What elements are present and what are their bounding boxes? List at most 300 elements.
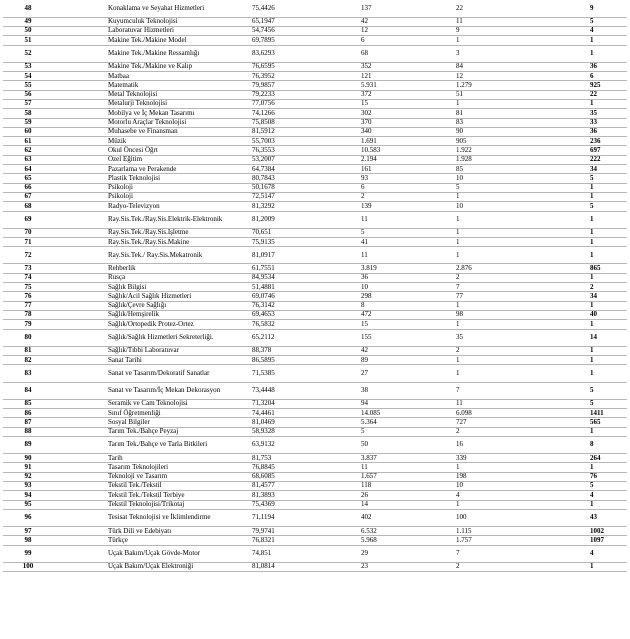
table-row bbox=[3, 463, 627, 472]
row-number: 54 bbox=[3, 72, 106, 81]
program-name: Makine Tek./Makine ve Kalıp bbox=[106, 62, 246, 71]
count-2: 2 bbox=[434, 273, 534, 282]
program-name: Rehberlik bbox=[106, 264, 246, 273]
count-1: 298 bbox=[339, 292, 434, 301]
table-row bbox=[3, 202, 627, 211]
count-3: 5 bbox=[534, 17, 627, 26]
count-3: 1 bbox=[534, 356, 627, 365]
row-number: 71 bbox=[3, 238, 106, 247]
count-2: 22 bbox=[434, 0, 534, 17]
count-1: 1.657 bbox=[339, 472, 434, 481]
ratio-value: 81,753 bbox=[246, 454, 339, 463]
count-3: 1 bbox=[534, 211, 627, 228]
ratio-value: 76,3553 bbox=[246, 146, 339, 155]
table-row bbox=[3, 62, 627, 71]
ratio-value: 69,4653 bbox=[246, 310, 339, 319]
ratio-value: 64,7384 bbox=[246, 165, 339, 174]
count-3: 1 bbox=[534, 427, 627, 436]
program-name: Sanat ve Tasarım/Dekoratif Sanatlar bbox=[106, 365, 246, 382]
count-2: 5 bbox=[434, 183, 534, 192]
table-row bbox=[3, 264, 627, 273]
count-2: 2 bbox=[434, 562, 534, 571]
count-1: 155 bbox=[339, 329, 434, 346]
count-2: 1.928 bbox=[434, 155, 534, 164]
count-1: 372 bbox=[339, 90, 434, 99]
count-1: 5.364 bbox=[339, 418, 434, 427]
count-2: 1.922 bbox=[434, 146, 534, 155]
table-row bbox=[3, 427, 627, 436]
count-1: 5.931 bbox=[339, 81, 434, 90]
count-1: 121 bbox=[339, 72, 434, 81]
count-2: 1 bbox=[434, 365, 534, 382]
program-name: Sağlık/Hemşirelik bbox=[106, 310, 246, 319]
table-row bbox=[3, 211, 627, 228]
row-number: 97 bbox=[3, 527, 106, 536]
count-1: 6.532 bbox=[339, 527, 434, 536]
ratio-value: 69,0746 bbox=[246, 292, 339, 301]
row-number: 73 bbox=[3, 264, 106, 273]
program-name: Tekstil Tek./Tekstil bbox=[106, 481, 246, 490]
count-2: 1 bbox=[434, 99, 534, 108]
program-name: Ray.Sis.Tek./ Ray.Sis.Mekatronik bbox=[106, 247, 246, 264]
ratio-value: 83,6293 bbox=[246, 45, 339, 62]
program-name: Mobilya ve İç Mekan Tasarımı bbox=[106, 109, 246, 118]
count-3: 43 bbox=[534, 509, 627, 526]
row-number: 86 bbox=[3, 409, 106, 418]
count-2: 11 bbox=[434, 399, 534, 408]
table-row bbox=[3, 165, 627, 174]
row-number: 89 bbox=[3, 436, 106, 453]
ratio-value: 65,1947 bbox=[246, 17, 339, 26]
count-3: 2 bbox=[534, 283, 627, 292]
count-2: 77 bbox=[434, 292, 534, 301]
count-1: 68 bbox=[339, 45, 434, 62]
count-3: 36 bbox=[534, 62, 627, 71]
program-name: Tekstil Teknolojisi/Trikotaj bbox=[106, 500, 246, 509]
count-1: 29 bbox=[339, 545, 434, 562]
table-row bbox=[3, 356, 627, 365]
program-name: Türkçe bbox=[106, 536, 246, 545]
row-number: 90 bbox=[3, 454, 106, 463]
table-row bbox=[3, 146, 627, 155]
count-3: 1097 bbox=[534, 536, 627, 545]
ratio-value: 79,2233 bbox=[246, 90, 339, 99]
row-number: 48 bbox=[3, 0, 106, 17]
count-1: 50 bbox=[339, 436, 434, 453]
ratio-value: 81,0469 bbox=[246, 418, 339, 427]
ratio-value: 76,8321 bbox=[246, 536, 339, 545]
count-3: 565 bbox=[534, 418, 627, 427]
table-row bbox=[3, 418, 627, 427]
count-3: 4 bbox=[534, 26, 627, 35]
table-row bbox=[3, 382, 627, 399]
ratio-value: 68,6085 bbox=[246, 472, 339, 481]
ratio-value: 75,8508 bbox=[246, 118, 339, 127]
count-3: 1 bbox=[534, 238, 627, 247]
count-3: 1 bbox=[534, 301, 627, 310]
count-1: 11 bbox=[339, 463, 434, 472]
count-1: 10 bbox=[339, 283, 434, 292]
row-number: 51 bbox=[3, 36, 106, 45]
count-1: 12 bbox=[339, 26, 434, 35]
count-2: 339 bbox=[434, 454, 534, 463]
count-1: 15 bbox=[339, 99, 434, 108]
table-row bbox=[3, 192, 627, 201]
count-1: 340 bbox=[339, 127, 434, 136]
row-number: 91 bbox=[3, 463, 106, 472]
table-row bbox=[3, 0, 627, 17]
count-1: 38 bbox=[339, 382, 434, 399]
ratio-value: 71,5385 bbox=[246, 365, 339, 382]
row-number: 62 bbox=[3, 146, 106, 155]
row-number: 76 bbox=[3, 292, 106, 301]
count-2: 10 bbox=[434, 174, 534, 183]
count-1: 139 bbox=[339, 202, 434, 211]
program-name: Teknoloji ve Tasarım bbox=[106, 472, 246, 481]
program-name: Ray.Sis.Tek./Ray.Sis.Elektrik-Elektronik bbox=[106, 211, 246, 228]
ratio-value: 81,2009 bbox=[246, 211, 339, 228]
row-number: 56 bbox=[3, 90, 106, 99]
count-1: 27 bbox=[339, 365, 434, 382]
program-name: Pazarlama ve Perakende bbox=[106, 165, 246, 174]
table-row bbox=[3, 527, 627, 536]
row-number: 94 bbox=[3, 491, 106, 500]
table-row bbox=[3, 36, 627, 45]
program-name: Tarım Tek./Bahçe ve Tarla Bitkileri bbox=[106, 436, 246, 453]
ratio-value: 71,1194 bbox=[246, 509, 339, 526]
count-3: 1 bbox=[534, 99, 627, 108]
program-name: Seramik ve Cam Teknolojisi bbox=[106, 399, 246, 408]
row-number: 83 bbox=[3, 365, 106, 382]
count-2: 2.876 bbox=[434, 264, 534, 273]
ratio-value: 80,7843 bbox=[246, 174, 339, 183]
row-number: 70 bbox=[3, 228, 106, 237]
count-2: 727 bbox=[434, 418, 534, 427]
count-3: 1 bbox=[534, 192, 627, 201]
ratio-value: 81,0814 bbox=[246, 562, 339, 571]
ratio-value: 55,7003 bbox=[246, 137, 339, 146]
count-1: 93 bbox=[339, 174, 434, 183]
program-name: Matematik bbox=[106, 81, 246, 90]
row-number: 88 bbox=[3, 427, 106, 436]
count-1: 5.968 bbox=[339, 536, 434, 545]
row-number: 55 bbox=[3, 81, 106, 90]
count-1: 23 bbox=[339, 562, 434, 571]
ratio-value: 54,7456 bbox=[246, 26, 339, 35]
program-name: Tesisat Teknolojisi ve İklimlendirme bbox=[106, 509, 246, 526]
program-name: Tasarım Teknolojileri bbox=[106, 463, 246, 472]
ratio-value: 81,5912 bbox=[246, 127, 339, 136]
ratio-value: 70,651 bbox=[246, 228, 339, 237]
program-name: Müzik bbox=[106, 137, 246, 146]
data-table bbox=[3, 0, 627, 572]
count-1: 2 bbox=[339, 192, 434, 201]
count-3: 865 bbox=[534, 264, 627, 273]
row-number: 77 bbox=[3, 301, 106, 310]
ratio-value: 74,851 bbox=[246, 545, 339, 562]
count-1: 94 bbox=[339, 399, 434, 408]
count-3: 5 bbox=[534, 202, 627, 211]
row-number: 61 bbox=[3, 137, 106, 146]
program-name: Uçak Bakım/Uçak Elektroniği bbox=[106, 562, 246, 571]
count-2: 3 bbox=[434, 45, 534, 62]
count-1: 5 bbox=[339, 427, 434, 436]
count-3: 34 bbox=[534, 165, 627, 174]
count-1: 89 bbox=[339, 356, 434, 365]
program-name: Sosyal Bilgiler bbox=[106, 418, 246, 427]
table-row bbox=[3, 509, 627, 526]
count-1: 8 bbox=[339, 301, 434, 310]
count-2: 7 bbox=[434, 545, 534, 562]
row-number: 53 bbox=[3, 62, 106, 71]
count-2: 1 bbox=[434, 211, 534, 228]
count-1: 161 bbox=[339, 165, 434, 174]
count-3: 36 bbox=[534, 127, 627, 136]
count-3: 22 bbox=[534, 90, 627, 99]
count-3: 9 bbox=[534, 0, 627, 17]
ratio-value: 53,2007 bbox=[246, 155, 339, 164]
table-row bbox=[3, 301, 627, 310]
count-2: 9 bbox=[434, 26, 534, 35]
row-number: 84 bbox=[3, 382, 106, 399]
program-name: Sınıf Öğretmenliği bbox=[106, 409, 246, 418]
table-row bbox=[3, 45, 627, 62]
count-2: 100 bbox=[434, 509, 534, 526]
ratio-value: 73,4448 bbox=[246, 382, 339, 399]
count-1: 352 bbox=[339, 62, 434, 71]
count-3: 925 bbox=[534, 81, 627, 90]
row-number: 72 bbox=[3, 247, 106, 264]
ratio-value: 71,3204 bbox=[246, 399, 339, 408]
count-2: 1 bbox=[434, 320, 534, 329]
count-2: 4 bbox=[434, 491, 534, 500]
count-3: 1 bbox=[534, 247, 627, 264]
count-2: 1 bbox=[434, 238, 534, 247]
table-row bbox=[3, 99, 627, 108]
row-number: 80 bbox=[3, 329, 106, 346]
ratio-value: 81,0917 bbox=[246, 247, 339, 264]
ratio-value: 81,4577 bbox=[246, 481, 339, 490]
program-name: Tarih bbox=[106, 454, 246, 463]
table-row bbox=[3, 536, 627, 545]
row-number: 99 bbox=[3, 545, 106, 562]
program-name: Sağlık/Sağlık Hizmetleri Sekreterliği. bbox=[106, 329, 246, 346]
count-2: 16 bbox=[434, 436, 534, 453]
count-2: 905 bbox=[434, 137, 534, 146]
program-name: Tekstil Tek./Tekstil Terbiye bbox=[106, 491, 246, 500]
program-name: Sanat ve Tasarım/İç Mekan Dekorasyon bbox=[106, 382, 246, 399]
count-3: 35 bbox=[534, 109, 627, 118]
program-name: Metal Teknolojisi bbox=[106, 90, 246, 99]
table-row bbox=[3, 472, 627, 481]
count-2: 1 bbox=[434, 192, 534, 201]
ratio-value: 76,8845 bbox=[246, 463, 339, 472]
table-row bbox=[3, 310, 627, 319]
count-3: 1 bbox=[534, 320, 627, 329]
count-2: 1.279 bbox=[434, 81, 534, 90]
count-1: 3.837 bbox=[339, 454, 434, 463]
table-row bbox=[3, 491, 627, 500]
count-1: 5 bbox=[339, 228, 434, 237]
table-row bbox=[3, 545, 627, 562]
count-3: 14 bbox=[534, 329, 627, 346]
count-1: 14.085 bbox=[339, 409, 434, 418]
program-name: Rusça bbox=[106, 273, 246, 282]
program-name: Sağlık/Acil Sağlık Hizmetleri bbox=[106, 292, 246, 301]
table-row bbox=[3, 228, 627, 237]
count-1: 41 bbox=[339, 238, 434, 247]
count-3: 1 bbox=[534, 36, 627, 45]
program-name: Psikoloji bbox=[106, 183, 246, 192]
count-1: 15 bbox=[339, 320, 434, 329]
count-3: 8 bbox=[534, 436, 627, 453]
count-3: 4 bbox=[534, 545, 627, 562]
row-number: 96 bbox=[3, 509, 106, 526]
count-3: 33 bbox=[534, 118, 627, 127]
program-name: Radyo-Televizyon bbox=[106, 202, 246, 211]
ratio-value: 76,6595 bbox=[246, 62, 339, 71]
ratio-value: 72,5147 bbox=[246, 192, 339, 201]
table-row bbox=[3, 26, 627, 35]
count-1: 472 bbox=[339, 310, 434, 319]
program-name: Sağlık Bilgisi bbox=[106, 283, 246, 292]
count-1: 118 bbox=[339, 481, 434, 490]
table-body bbox=[3, 0, 627, 572]
row-number: 74 bbox=[3, 273, 106, 282]
table-row bbox=[3, 127, 627, 136]
count-3: 264 bbox=[534, 454, 627, 463]
count-2: 1 bbox=[434, 301, 534, 310]
count-1: 6 bbox=[339, 36, 434, 45]
count-2: 198 bbox=[434, 472, 534, 481]
count-3: 1 bbox=[534, 500, 627, 509]
count-3: 1 bbox=[534, 562, 627, 571]
ratio-value: 77,0756 bbox=[246, 99, 339, 108]
ratio-value: 51,4881 bbox=[246, 283, 339, 292]
program-name: Sanat Tarihi bbox=[106, 356, 246, 365]
table-row bbox=[3, 283, 627, 292]
count-2: 6.098 bbox=[434, 409, 534, 418]
count-3: 1 bbox=[534, 365, 627, 382]
table-row bbox=[3, 238, 627, 247]
row-number: 64 bbox=[3, 165, 106, 174]
program-name: Plastik Teknolojisi bbox=[106, 174, 246, 183]
table-row bbox=[3, 500, 627, 509]
row-number: 69 bbox=[3, 211, 106, 228]
count-3: 1 bbox=[534, 463, 627, 472]
count-3: 1411 bbox=[534, 409, 627, 418]
count-2: 11 bbox=[434, 17, 534, 26]
row-number: 95 bbox=[3, 500, 106, 509]
count-3: 34 bbox=[534, 292, 627, 301]
ratio-value: 74,1266 bbox=[246, 109, 339, 118]
count-3: 697 bbox=[534, 146, 627, 155]
count-3: 5 bbox=[534, 382, 627, 399]
count-2: 7 bbox=[434, 283, 534, 292]
ratio-value: 88,378 bbox=[246, 346, 339, 355]
ratio-value: 75,4369 bbox=[246, 500, 339, 509]
table-row bbox=[3, 81, 627, 90]
ratio-value: 75,9135 bbox=[246, 238, 339, 247]
count-1: 26 bbox=[339, 491, 434, 500]
ratio-value: 86,5895 bbox=[246, 356, 339, 365]
program-name: Muhasebe ve Finansman bbox=[106, 127, 246, 136]
program-name: Ray.Sis.Tek./Ray.Sis.İşletme bbox=[106, 228, 246, 237]
program-name: Makine Tek./Makine Ressamlığı bbox=[106, 45, 246, 62]
program-name: Konaklama ve Seyahat Hizmetleri bbox=[106, 0, 246, 17]
count-3: 1 bbox=[534, 228, 627, 237]
program-name: Özel Eğitim bbox=[106, 155, 246, 164]
program-name: Sağlık/Tıbbi Laboratuvar bbox=[106, 346, 246, 355]
row-number: 68 bbox=[3, 202, 106, 211]
table-row bbox=[3, 481, 627, 490]
count-2: 12 bbox=[434, 72, 534, 81]
count-3: 5 bbox=[534, 399, 627, 408]
table-row bbox=[3, 118, 627, 127]
program-name: Sağlık/Çevre Sağlığı bbox=[106, 301, 246, 310]
ratio-value: 74,4461 bbox=[246, 409, 339, 418]
row-number: 85 bbox=[3, 399, 106, 408]
row-number: 100 bbox=[3, 562, 106, 571]
table-row bbox=[3, 109, 627, 118]
count-2: 98 bbox=[434, 310, 534, 319]
table-row bbox=[3, 174, 627, 183]
count-3: 1 bbox=[534, 45, 627, 62]
count-2: 1 bbox=[434, 500, 534, 509]
count-1: 14 bbox=[339, 500, 434, 509]
row-number: 92 bbox=[3, 472, 106, 481]
table-row bbox=[3, 90, 627, 99]
count-3: 5 bbox=[534, 481, 627, 490]
ratio-value: 76,3952 bbox=[246, 72, 339, 81]
row-number: 87 bbox=[3, 418, 106, 427]
table-row bbox=[3, 137, 627, 146]
table-row bbox=[3, 436, 627, 453]
row-number: 82 bbox=[3, 356, 106, 365]
table-row bbox=[3, 292, 627, 301]
count-1: 42 bbox=[339, 346, 434, 355]
row-number: 57 bbox=[3, 99, 106, 108]
row-number: 59 bbox=[3, 118, 106, 127]
row-number: 58 bbox=[3, 109, 106, 118]
count-1: 11 bbox=[339, 247, 434, 264]
count-1: 302 bbox=[339, 109, 434, 118]
count-3: 1 bbox=[534, 183, 627, 192]
count-1: 1.691 bbox=[339, 137, 434, 146]
count-2: 2 bbox=[434, 427, 534, 436]
count-2: 83 bbox=[434, 118, 534, 127]
count-3: 1002 bbox=[534, 527, 627, 536]
table-row bbox=[3, 183, 627, 192]
program-name: Türk Dili ve Edebiyatı bbox=[106, 527, 246, 536]
count-1: 42 bbox=[339, 17, 434, 26]
count-1: 370 bbox=[339, 118, 434, 127]
count-3: 40 bbox=[534, 310, 627, 319]
count-2: 51 bbox=[434, 90, 534, 99]
row-number: 52 bbox=[3, 45, 106, 62]
count-2: 85 bbox=[434, 165, 534, 174]
ratio-value: 75,4426 bbox=[246, 0, 339, 17]
count-3: 6 bbox=[534, 72, 627, 81]
count-2: 10 bbox=[434, 481, 534, 490]
program-name: Sağlık/Ortopedik Protez-Ortez bbox=[106, 320, 246, 329]
row-number: 98 bbox=[3, 536, 106, 545]
table-row bbox=[3, 562, 627, 571]
ratio-value: 69,7895 bbox=[246, 36, 339, 45]
row-number: 79 bbox=[3, 320, 106, 329]
ratio-value: 65,2112 bbox=[246, 329, 339, 346]
table-row bbox=[3, 17, 627, 26]
